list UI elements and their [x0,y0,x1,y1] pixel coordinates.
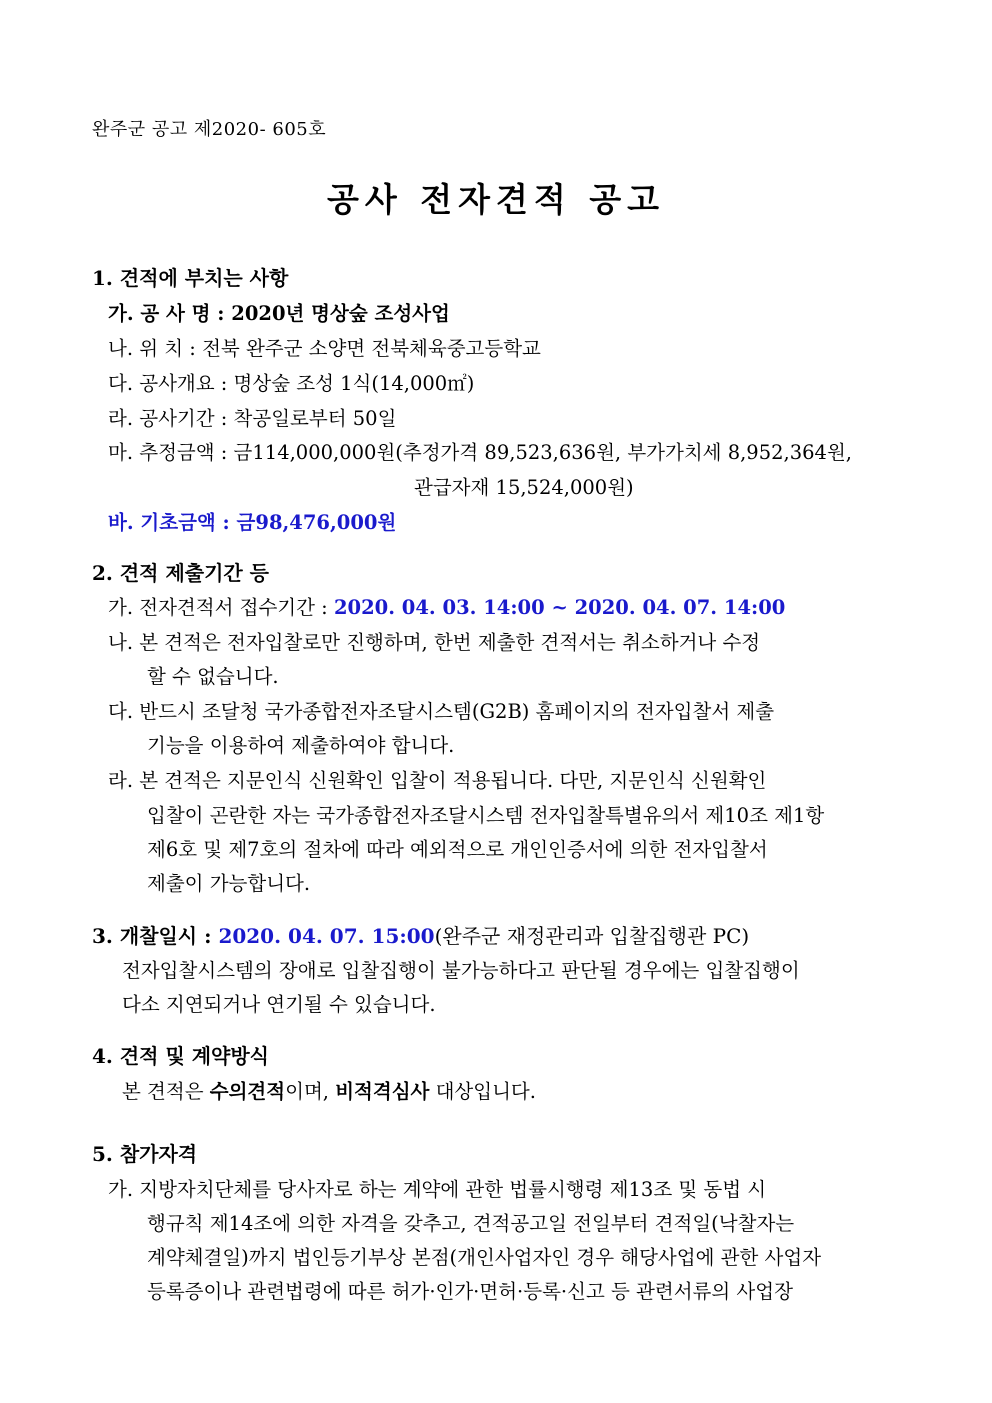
section-1-item-f: 바. 기초금액 : 금98,476,000원 [108,511,397,534]
section-2-item-d-line2: 입찰이 곤란한 자는 국가종합전자조달시스템 전자입찰특별유의서 제10조 제1항 [147,804,825,827]
section-2-item-a [108,594,785,622]
section-1-item-d: 라. 공사기간 : 착공일로부터 50일 [108,407,397,430]
opening-place: (완주군 재정관리과 입찰집행관 PC) [434,924,750,948]
opening-datetime: 2020. 04. 07. 15:00 [218,924,435,948]
section-5-item-a-line2: 행규칙 제14조에 의한 자격을 갖추고, 견적공고일 전일부터 견적일(낙찰자는 [147,1212,795,1235]
section-2-item-b-line1: 나. 본 견적은 전자입찰로만 진행하며, 한번 제출한 견적서는 취소하거나 수정 [108,631,761,654]
section-1-item-c: 다. 공사개요 : 명상숲 조성 1식(14,000㎡) [108,372,475,395]
section-5-item-a-line3: 계약체결일)까지 법인등기부상 본점(개인사업자인 경우 해당사업에 관한 사업자 [147,1246,822,1269]
section-1-item-b: 나. 위 치 : 전북 완주군 소양면 전북체육중고등학교 [108,337,541,360]
section-2-item-d-line4: 제출이 가능합니다. [147,872,311,895]
section-3-heading: 3. 개찰일시 : [92,924,219,948]
section-1-heading: 1. 견적에 부치는 사항 [92,266,289,290]
section-3-line1: 전자입찰시스템의 장애로 입찰집행이 불가능하다고 판단될 경우에는 입찰집행이 [122,959,800,982]
section-3-line2: 다소 지연되거나 연기될 수 있습니다. [122,993,436,1016]
section-2-item-b-line2: 할 수 없습니다. [147,665,279,688]
page-title: 공사 전자견적 공고 [326,180,665,219]
review-type: 비적격심사 [335,1080,430,1103]
section-4-text-1: 본 견적은 [122,1080,210,1103]
section-2-heading: 2. 견적 제출기간 등 [92,561,270,585]
section-4-heading: 4. 견적 및 계약방식 [92,1044,270,1068]
section-2-item-c-line1: 다. 반드시 조달청 국가종합전자조달시스템(G2B) 홈페이지의 전자입찰서 제출 [108,700,775,723]
section-2-item-c-line2: 기능을 이용하여 제출하여야 합니다. [147,734,455,757]
section-3-heading-line [92,922,749,950]
contract-type: 수의견적 [209,1080,286,1103]
section-5-item-a-line4: 등록증이나 관련법령에 따른 허가·인가·면허·등록·신고 등 관련서류의 사업장 [147,1280,793,1303]
section-2-item-d-line1: 라. 본 견적은 지문인식 신원확인 입찰이 적용됩니다. 다만, 지문인식 신원확인 [108,769,767,792]
section-2-item-d-line3: 제6호 및 제7호의 절차에 따라 예외적으로 개인인증서에 의한 전자입찰서 [147,838,768,861]
section-5-item-a-line1: 가. 지방자치단체를 당사자로 하는 계약에 관한 법률시행령 제13조 및 동법 시 [108,1178,767,1201]
section-4-text-2: 이며, [285,1080,336,1103]
section-1-item-e: 마. 추정금액 : 금114,000,000원(추정가격 89,523,636원, 부가가치세 8,952,364원, [108,441,852,464]
section-1-item-e-cont: 관급자재 15,524,000원) [414,476,634,499]
section-5-heading: 5. 참가자격 [92,1142,198,1166]
section-1-item-a: 가. 공 사 명 : 2020년 명상숲 조성사업 [108,302,450,325]
submission-period: 2020. 04. 03. 14:00 ~ 2020. 04. 07. 14:00 [333,596,786,619]
section-2-item-a-label: 가. 전자견적서 접수기간 : [108,596,334,619]
section-4-text-3: 대상입니다. [429,1080,536,1103]
section-4-body [122,1078,536,1106]
notice-number: 완주군 공고 제2020- 605호 [92,119,327,140]
